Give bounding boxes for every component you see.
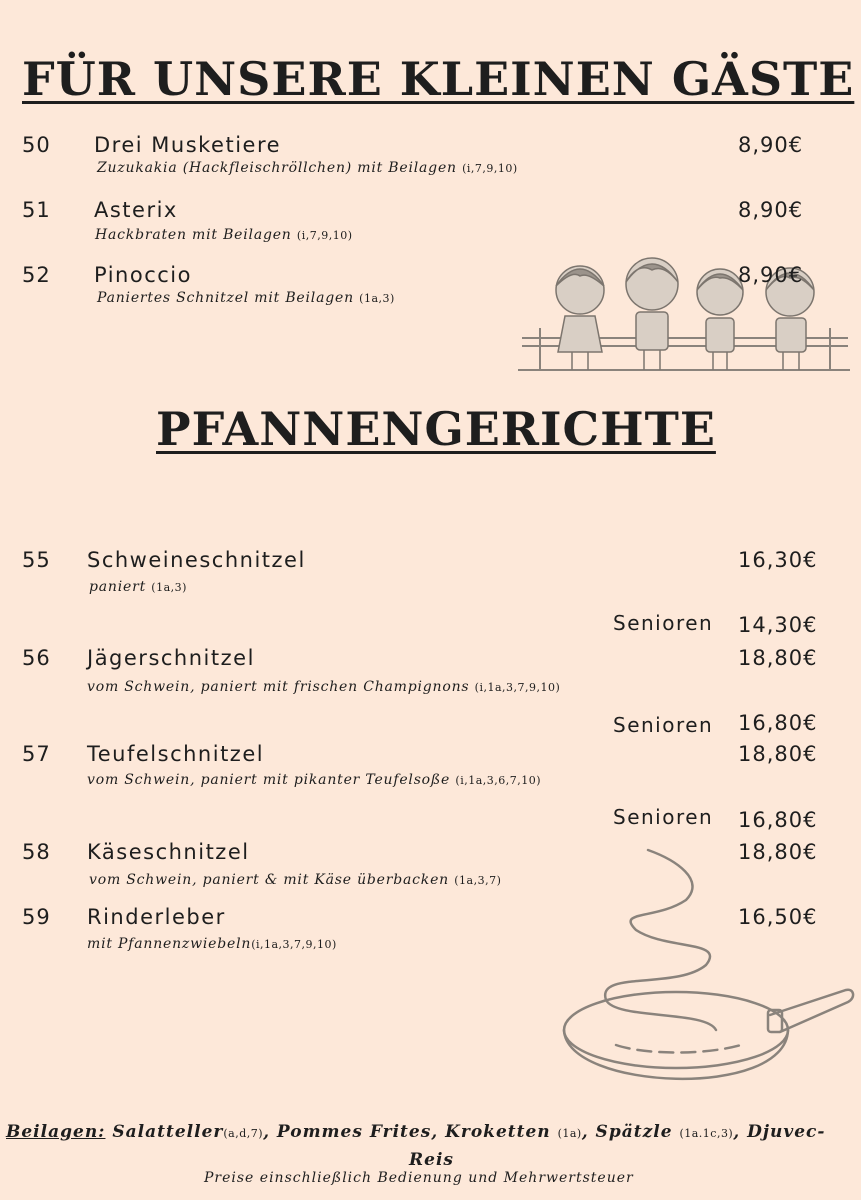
senior-label: Senioren	[613, 611, 714, 635]
price-note: Preise einschließlich Bedienung und Mehrwertsteuer	[204, 1170, 634, 1186]
item-price: 8,90€	[738, 263, 804, 287]
allergen-codes: (i,7,9,10)	[296, 229, 353, 242]
item-name: Teufelschnitzel	[87, 742, 265, 766]
allergen-codes: (i,1a,3,7,9,10)	[251, 938, 337, 951]
item-number: 50	[22, 133, 51, 157]
item-name: Rinderleber	[87, 905, 226, 929]
allergen-codes: (1a)	[557, 1127, 582, 1140]
item-price: 18,80€	[738, 742, 818, 766]
item-number: 56	[22, 646, 51, 670]
item-name: Käseschnitzel	[87, 840, 250, 864]
item-number: 59	[22, 905, 51, 929]
kids-section-title: FÜR UNSERE KLEINEN GÄSTE	[22, 52, 855, 106]
item-name: Schweineschnitzel	[87, 548, 306, 572]
item-description: vom Schwein, paniert mit pikanter Teufelsoße (i,1a,3,6,7,10)	[87, 772, 542, 788]
item-description: Paniertes Schnitzel mit Beilagen (1a,3)	[97, 290, 395, 306]
item-description: vom Schwein, paniert & mit Käse überbacken (1a,3,7)	[89, 872, 502, 888]
allergen-codes: (1a.1c,3)	[679, 1127, 734, 1140]
item-price: 18,80€	[738, 646, 818, 670]
item-number: 51	[22, 198, 51, 222]
item-name: Drei Musketiere	[94, 133, 282, 157]
item-number: 52	[22, 263, 51, 287]
item-name: Pinoccio	[94, 263, 192, 287]
item-description: mit Pfannenzwiebeln(i,1a,3,7,9,10)	[87, 936, 337, 952]
senior-price: 16,80€	[738, 711, 818, 735]
item-price: 8,90€	[738, 133, 804, 157]
item-description: vom Schwein, paniert mit frischen Champignons (i,1a,3,7,9,10)	[87, 679, 561, 695]
pan-section-title: PFANNENGERICHTE	[156, 402, 716, 456]
item-price: 16,50€	[738, 905, 818, 929]
item-number: 57	[22, 742, 51, 766]
senior-label: Senioren	[613, 713, 714, 737]
item-description: Hackbraten mit Beilagen (i,7,9,10)	[95, 227, 353, 243]
item-name: Jägerschnitzel	[87, 646, 255, 670]
item-name: Asterix	[94, 198, 178, 222]
allergen-codes: (i,1a,3,6,7,10)	[455, 774, 542, 787]
allergen-codes: (1a,3)	[151, 581, 187, 594]
frying-pan-icon	[556, 840, 856, 1120]
item-number: 55	[22, 548, 51, 572]
sides-line-continued: Reis	[409, 1150, 454, 1170]
item-description: paniert (1a,3)	[89, 579, 187, 595]
allergen-codes: (a,d,7)	[223, 1127, 264, 1140]
allergen-codes: (i,7,9,10)	[462, 162, 518, 175]
item-description: Zuzukakia (Hackfleischröllchen) mit Beilagen (i,7,9,10)	[97, 160, 518, 176]
allergen-codes: (1a,3)	[359, 292, 395, 305]
sides-line: Beilagen: Salatteller(a,d,7), Pommes Frites, Kroketten (1a), Spätzle (1a.1c,3), Djuvec-	[6, 1122, 826, 1142]
senior-price: 14,30€	[738, 613, 818, 637]
item-number: 58	[22, 840, 51, 864]
allergen-codes: (1a,3,7)	[454, 874, 502, 887]
senior-price: 16,80€	[738, 808, 818, 832]
item-price: 18,80€	[738, 840, 818, 864]
senior-label: Senioren	[613, 805, 714, 829]
item-price: 8,90€	[738, 198, 804, 222]
sides-label: Beilagen:	[6, 1122, 106, 1142]
item-price: 16,30€	[738, 548, 818, 572]
allergen-codes: (i,1a,3,7,9,10)	[474, 681, 561, 694]
